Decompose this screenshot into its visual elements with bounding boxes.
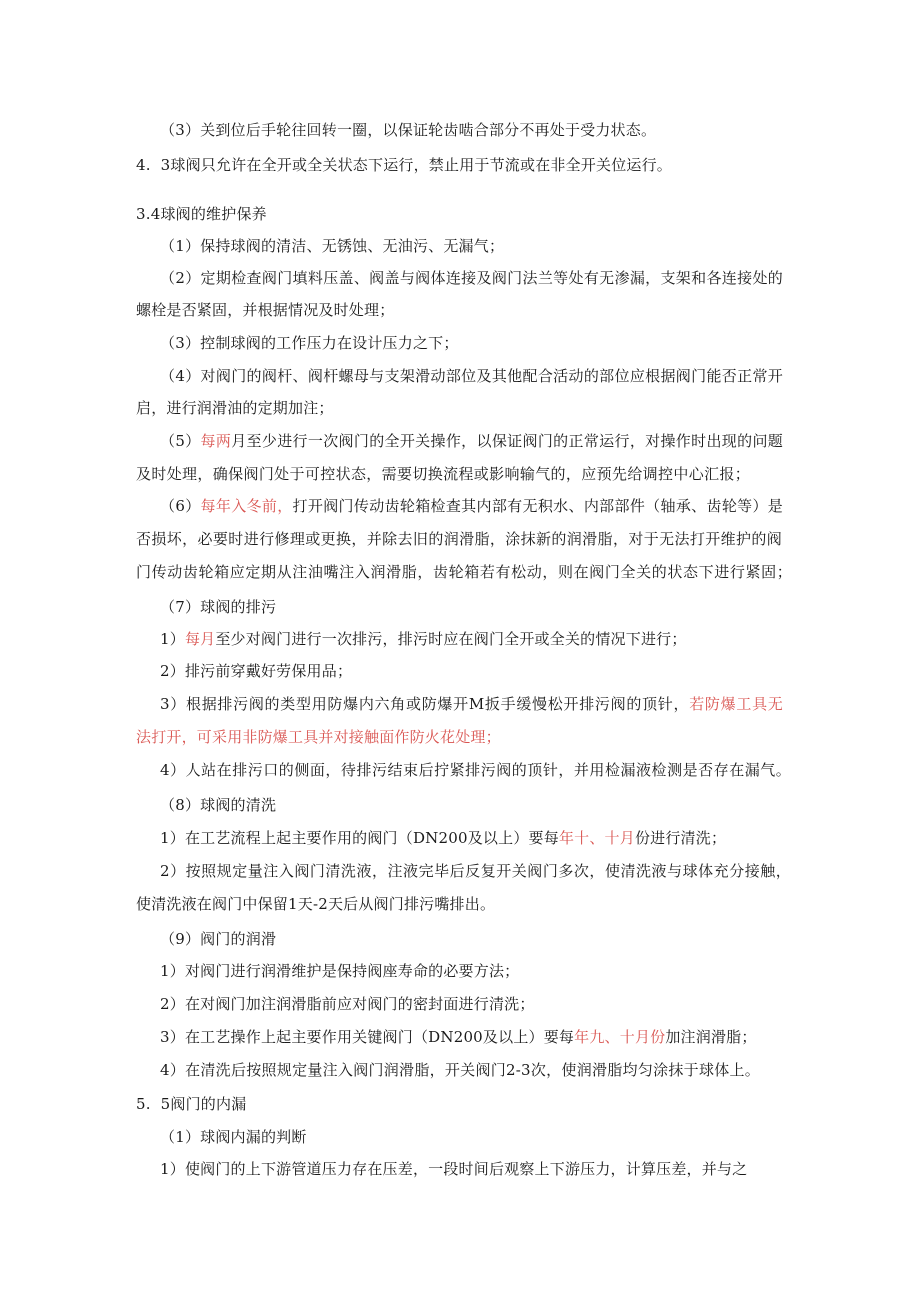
paragraph-line [160,929,276,949]
paragraph-line [136,398,334,418]
highlighted-text: 每两 [200,432,232,450]
paragraph-line [160,333,459,353]
paragraph-line [160,994,535,1014]
text-segment: 否损坏，必要时进行修理或更换，并除去旧的润滑脂，涂抹新的润滑脂，对于无法打开维护的阀 [136,530,782,548]
paragraph-line [160,661,352,681]
text-segment: 启，进行润滑油的定期加注； [136,399,334,417]
paragraph-line [136,300,394,320]
text-segment: 门传动齿轮箱应定期从注油嘴注入润滑脂，齿轮箱若有松动，则在阀门全关的状态下进行紧固； [136,563,792,581]
text-segment: 及时处理，确保阀门处于可控状态，需要切换流程或影响输气的，应预先给调控中心汇报； [136,465,750,483]
paragraph-line [160,1127,307,1147]
text-segment: （3）关到位后手轮往回转一圈，以保证轮齿啮合部分不再处于受力状态。 [160,121,657,139]
text-segment: （4）对阀门的阀杆、阀杆螺母与支架滑动部位及其他配合活动的部位应根据阀门能否正常开 [160,367,783,385]
highlighted-text: 年九、十月份 [574,1028,666,1046]
text-segment: （3）控制球阀的工作压力在设计压力之下； [160,334,459,352]
text-segment: 2）排污前穿戴好劳保用品； [160,662,353,680]
text-segment: （2）定期检查阀门填料压盖、阀盖与阀体连接及阀门法兰等处有无渗漏，支架和各连接处的 [160,269,783,287]
text-segment: 1）对阀门进行润滑维护是保持阀座寿命的必要方法； [160,962,520,980]
paragraph-line [160,1027,757,1047]
text-segment: 3）根据排污阀的类型用防爆内六角或防爆开M扳手缓慢松开排污阀的顶针， [160,695,690,713]
paragraph-line [136,727,501,747]
text-segment: 3）在工艺操作上起主要作用关键阀门（DN200及以上）要每 [160,1028,575,1046]
text-segment: 1）使阀门的上下游管道压力存在压差，一段时间后观察上下游压力，计算压差，并与之 [160,1160,748,1178]
paragraph-line [136,562,792,582]
highlighted-text: 每年入冬前， [200,497,293,515]
text-segment: 月至少进行一次阀门的全开关操作，以保证阀门的正常运行，对操作时出现的问题 [231,432,783,450]
text-segment: 打开阀门传动齿轮箱检查其内部有无积水、内部部件（轴承、齿轮等）是 [292,497,784,515]
highlighted-text: 年十、十月 [558,829,635,847]
paragraph-line [160,120,656,140]
text-segment: 2）按照规定量注入阀门清洗液，注液完毕后反复开关阀门多次，使清洗液与球体充分接触， [160,862,791,880]
text-segment: 螺栓是否紧固，并根据情况及时处理； [136,301,395,319]
text-segment: 使清洗液在阀门中保留1天-2天后从阀门排污嘴排出。 [136,895,496,913]
paragraph-line [160,268,783,288]
text-segment: 4）在清洗后按照规定量注入阀门润滑脂，开关阀门2-3次，使润滑脂均匀涂抹于球体上。 [160,1061,760,1079]
text-segment: 加注润滑脂； [665,1028,757,1046]
text-segment: （1）球阀内漏的判断 [160,1128,307,1146]
highlighted-text: 法打开，可采用非防爆工具并对接触面作防火花处理； [136,728,501,746]
text-segment: （7）球阀的排污 [160,598,277,616]
paragraph-line [160,961,519,981]
text-segment: 2）在对阀门加注润滑脂前应对阀门的密封面进行清洗； [160,995,535,1013]
highlighted-text: 每月 [184,630,216,648]
paragraph-line [136,155,672,175]
paragraph-line [160,694,783,714]
paragraph-line [136,204,267,224]
paragraph-line [136,894,495,914]
paragraph-line [160,366,783,386]
paragraph-line [160,795,276,815]
paragraph-line [160,1060,760,1080]
text-segment: 4）人站在排污口的侧面，待排污结束后拧紧排污阀的顶针，并用检漏液检测是否存在漏气。 [160,761,791,779]
text-segment: （1）保持球阀的清洁、无锈蚀、无油污、无漏气； [160,237,505,255]
highlighted-text: 若防爆工具无 [689,695,783,713]
paragraph-line [160,760,791,780]
text-segment: （9）阀门的润滑 [160,930,277,948]
text-segment: 至少对阀门进行一次排污，排污时应在阀门全开或全关的情况下进行； [215,630,687,648]
paragraph-line [160,861,791,881]
paragraph-line [160,629,687,649]
text-segment: 份进行清洗； [634,829,727,847]
text-segment: （6） [160,497,201,515]
paragraph-line [136,464,750,484]
paragraph-line [160,828,726,848]
text-segment: （8）球阀的清洗 [160,796,277,814]
paragraph-line [160,496,783,516]
paragraph-line [160,597,276,617]
paragraph-line [160,236,504,256]
paragraph-line [160,431,783,451]
text-segment: 1）在工艺流程上起主要作用的阀门（DN200及以上）要每 [160,829,559,847]
paragraph-line [136,529,782,549]
text-segment: 1） [160,630,185,648]
text-segment: 4. 3球阀只允许在全开或全关状态下运行，禁止用于节流或在非全开关位运行。 [136,156,672,174]
paragraph-line [136,1094,246,1114]
text-segment: 3.4球阀的维护保养 [136,205,267,223]
paragraph-line [160,1159,747,1179]
text-segment: 5. 5阀门的内漏 [136,1095,247,1113]
text-segment: （5） [160,432,201,450]
